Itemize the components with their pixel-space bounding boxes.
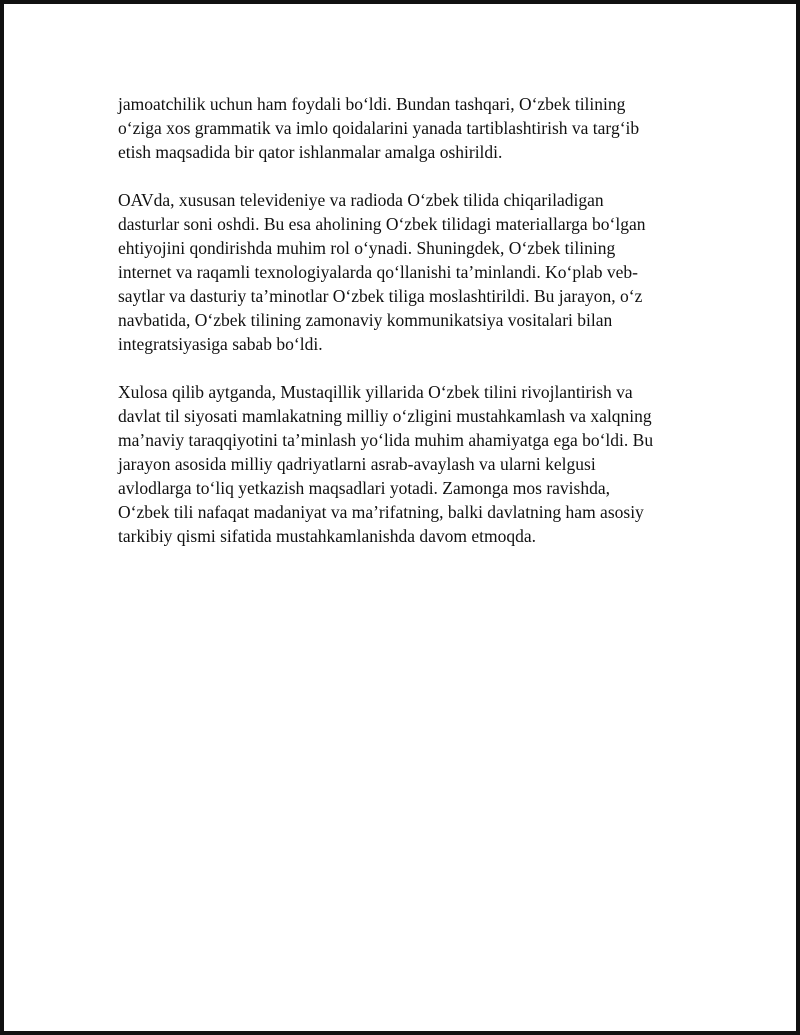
paragraph-public-benefit: jamoatchilik uchun ham foydali bo‘ldi. Bundan tashqari, O‘zbek tilining o‘ziga xos grammatik va imlo qoidalarini yanada tartiblashtirish va targ‘ib etish maqsadida bir qator ishlanmalar amalga oshirildi. <box>118 94 640 162</box>
document-body <box>118 92 688 572</box>
paragraph-conclusion: Xulosa qilib aytganda, Mustaqillik yillarida O‘zbek tilini rivojlantirish va davlat til siyosati mamlakatning milliy o‘zligini mustahkamlash va xalqning ma’naviy taraqqiyotini ta’minlash yo‘lida muhim ahamiyatga ega bo‘ldi. Bu jarayon asosida milliy qadriyatlarni asrab-avaylash va ularni kelgusi avlodlarga to‘liq yetkazish maqsadlari yotadi. Zamonga mos ravishda, O‘zbek tili nafaqat madaniyat va ma’rifatning, balki davlatning ham asosiy tarkibiy qismi sifatida mustahkamlanishda davom etmoqda. <box>118 382 654 546</box>
paragraph-media-digital: OAVda, xususan televideniye va radioda O‘zbek tilida chiqariladigan dasturlar soni oshdi. Bu esa aholining O‘zbek tilidagi materiallarga bo‘lgan ehtiyojini qondirishda muhim rol o‘ynadi. Shuningdek, O‘zbek tilining internet va raqamli texnologiyalarda qo‘llanishi ta’minlandi. Ko‘plab veb- saytlar va dasturiy ta’minotlar O‘zbek tiliga moslashtirildi. Bu jarayon, o‘z navbatida, O‘zbek tilining zamonaviy kommunikatsiya vositalari bilan integratsiyasiga sabab bo‘ldi. <box>118 190 646 354</box>
